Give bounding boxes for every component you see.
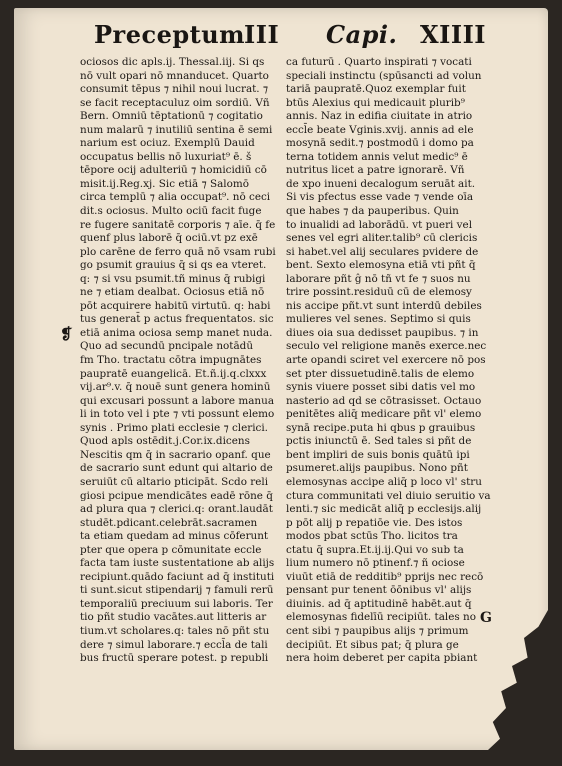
text-line: qui excusari possunt a labore manua (80, 394, 275, 407)
text-line: ociosos dic apls.ij. Thessal.iij. Si qs (80, 56, 265, 68)
text-line: ad plura qua ⁊ clerici.q: orant.laudāt (80, 503, 273, 516)
text-line: fm Tho. tractatu cōtra impugnātes (80, 354, 262, 367)
text-line: terna totidem annis velut medic⁹ ē (286, 150, 468, 163)
text-line: ctura communitati vel diuio seruitio va (286, 489, 491, 502)
text-line: pctis iniunctū ē. Sed tales si pñt de (286, 435, 472, 448)
text-line: lenti.⁊ sic medicāt aliq̄ p ecclesijs.alij (286, 503, 482, 516)
text-line: synis . Primo plati ecclesie ⁊ clerici. (80, 421, 268, 434)
text-line: pōt acquirere habitū virtutū. q: habi (80, 299, 271, 312)
text-line: nasterio ad qd se cōtrasisset. Octauo (286, 394, 482, 407)
text-line: giosi pcipue mendicātes eadē rōne q̄ (80, 489, 273, 502)
text-line: speciali instinctu (spūsancti ad volun (286, 69, 482, 82)
text-line: penitētes aliq̄ medicare pñt vl' elemo (286, 408, 482, 421)
text-line: Quod apls ostēdit.j.Cor.ix.dicens (80, 435, 250, 448)
text-line: pter que opera p cōmunitate eccle (80, 543, 262, 556)
text-line: paupratē euangelicā. Et.ñ.ij.q.clxxx (80, 367, 267, 380)
text-line: Quo ad secundū pncipale notādū (80, 340, 254, 353)
text-line: senes vel egri aliter.talib⁹ cū clericis (286, 232, 478, 245)
text-line: modos pbat sctūs Tho. licitos tra (286, 530, 458, 543)
text-line: dit.s ociosus. Multo ociū facit fuge (80, 205, 262, 218)
text-line: q: ⁊ si vsu psumit.tñ minus q̄ rubigi (80, 272, 266, 285)
text-line: mulieres vel senes. Septimo si quis (286, 313, 471, 326)
text-line: tariā paupratē.Quoz exemplar fuit (286, 83, 466, 96)
text-line: nera hoim deberet per capita pbiant (286, 652, 478, 665)
text-line: Bern. Omniū tēptationū ⁊ cogitatio (80, 110, 263, 123)
text-line: de sacrario sunt edunt qui altario de (80, 462, 273, 475)
header-chapter-label: Capi. (326, 20, 398, 49)
text-line: laborare pñt ĝ nō tñ vt fe ⁊ suos nu (286, 272, 471, 285)
text-line: tium.vt scholares.q: tales nō pñt stu (80, 624, 270, 637)
text-line: decipiūt. Et sibus pat; q̄ plura ge (286, 638, 459, 651)
text-line: li in toto vel i pte ⁊ vti possunt elemo (80, 408, 275, 421)
text-line: consumit tēpus ⁊ nihil noui lucrat. ⁊ (80, 83, 269, 96)
text-line: recipiunt.quādo faciunt ad q̄ instituti (80, 570, 275, 583)
signature-mark: G (480, 610, 492, 626)
text-line: si habet.vel alij seculares pvidere de (286, 245, 479, 258)
text-line: tio pñt studio vacātes.aut litteris ar (80, 611, 267, 624)
text-line: set pter dissuetudinē.talis de elemo (286, 367, 475, 380)
text-line: pensant pur tenent ōōnibus vl' alijs (286, 584, 472, 597)
text-line: diuinis. ad q̄ aptitudinē habēt.aut q̄ (286, 597, 472, 610)
paragraph-mark: ❡ (60, 325, 73, 343)
text-line: elemosynas accipe aliq̄ p loco vl' stru (286, 475, 482, 488)
text-line: synā recipe.puta hi qbus p grauibus (286, 421, 476, 434)
header-title: Preceptum (94, 20, 246, 49)
text-line: nutritus licet a patre ignorarē. Vñ (286, 164, 465, 177)
text-line: bent. Sexto elemosyna etiā vti pñt q̄ (286, 259, 476, 272)
text-line: go psumit grauius q̄ si qs ea vteret. (80, 259, 267, 272)
text-line: trire possint.residuū cū de elemosy (286, 286, 472, 299)
text-line: quenf plus laborē q̄ ociū.vt pz exē (80, 232, 258, 245)
text-line: occupatus bellis nō luxuriat⁹ ē. š (80, 150, 252, 163)
text-line: diues oia sua dedisset paupibus. ⁊ in (286, 326, 479, 339)
text-line: p pōt alij p repatiōe vie. Des istos (286, 516, 463, 529)
text-line: arte opandi sciret vel exercere nō pos (286, 354, 486, 367)
text-line: mosynā sedit.⁊ postmodū i domo pa (286, 137, 474, 150)
text-line: se facit receptaculuz oim sordiū. Vñ (80, 96, 270, 109)
text-line: re fugere sanitatē corporis ⁊ aīe. q̄ fe (80, 218, 276, 231)
text-line: elemosynas fidelīū recipiūt. tales no (286, 611, 476, 624)
text-line: viuūt etiā de redditib⁹ pprijs nec recō (286, 570, 484, 583)
text-line: nis accipe pñt.vt sunt interdū debiles (286, 299, 482, 312)
text-line: de xpo inueni decalogum seruāt ait. (286, 177, 476, 190)
text-line: num malarū ⁊ inutiliū sentina ē semi (80, 123, 273, 136)
text-line: Si vis pfectus esse vade ⁊ vende oīa (286, 191, 474, 204)
torn-page-corner (488, 610, 548, 750)
running-header (94, 20, 494, 50)
text-line: ta etiam quedam ad minus cōferunt (80, 530, 269, 543)
text-line: circa templū ⁊ alia occupat⁹. nō ceci (80, 191, 271, 204)
text-line: annis. Naz in edifia ciuitate in atrio (286, 110, 473, 123)
text-line: bent impliri de suis bonis quātū ipi (286, 448, 470, 461)
text-line: btūs Alexius qui medicauit plurib⁹ (286, 96, 465, 109)
text-line: to inualidi ad laborādū. vt pueri vel (286, 218, 473, 231)
text-line: etiā anima ociosa semp manet nuda. (80, 326, 273, 339)
text-line: seruiūt cū altario pticipāt. Scdo reli (80, 475, 269, 488)
text-line: synis viuere posset sibi datis vel mo (286, 381, 476, 394)
text-line: narium est ociuz. Exemplū Dauid (80, 137, 255, 150)
text-line: nō vult opari nō mnanducet. Quarto (80, 69, 269, 82)
text-line: Nescitis qm q̄ in sacrario opanf. que (80, 448, 271, 461)
text-line: ca futurū . Quarto inspirati ⁊ vocati (286, 56, 472, 68)
header-precept-number: III (244, 20, 280, 49)
text-line: temporaliū preciuum sui laboris. Ter (80, 597, 273, 610)
text-line: ne ⁊ etiam dealbat. Ociosus etiā nō (80, 286, 265, 299)
text-line: misit.ij.Reg.xj. Sic etiā ⁊ Salomō (80, 177, 249, 190)
text-line: tus generat̄ p actus frequentatos. sic (80, 313, 274, 326)
text-line: lium numero nō ptinenf.⁊ ñ ociose (286, 557, 465, 570)
text-column-right (286, 56, 492, 666)
text-line: dere ⁊ simul laborare.⁊ eccl̄a de tali (80, 638, 268, 651)
text-line: vij.ar⁹.v. q̄ nouē sunt genera hominū (80, 381, 271, 394)
text-line: ctatu q̄ supra.Et.ij.ij.Qui vo sub ta (286, 543, 464, 556)
text-line: seculo vel religione manēs exerce.nec (286, 340, 487, 353)
text-line: ti sunt.sicut stipendarij ⁊ famuli rerū (80, 584, 274, 597)
text-line: cent sibi ⁊ paupibus alijs ⁊ primum (286, 624, 469, 637)
text-line: plo carēne de ferro quā nō vsam rubi (80, 245, 276, 258)
header-chapter-number: XIIII (420, 20, 487, 49)
text-line: que habes ⁊ da pauperibus. Quin (286, 205, 459, 218)
text-line: bus fructū sperare potest. p republi (80, 652, 269, 665)
text-line: tēpore ocij adulteriū ⁊ homicidiū cō (80, 164, 267, 177)
text-line: facta tam iuste sustentatione ab alijs (80, 557, 275, 570)
text-column-left (80, 56, 276, 666)
text-line: studēt.pdicant.celebrāt.sacramen (80, 516, 258, 529)
text-line: psumeret.alijs paupibus. Nono pñt (286, 462, 468, 475)
text-line: eccl̄e beate Vginis.xvij. annis ad ele (286, 123, 474, 136)
